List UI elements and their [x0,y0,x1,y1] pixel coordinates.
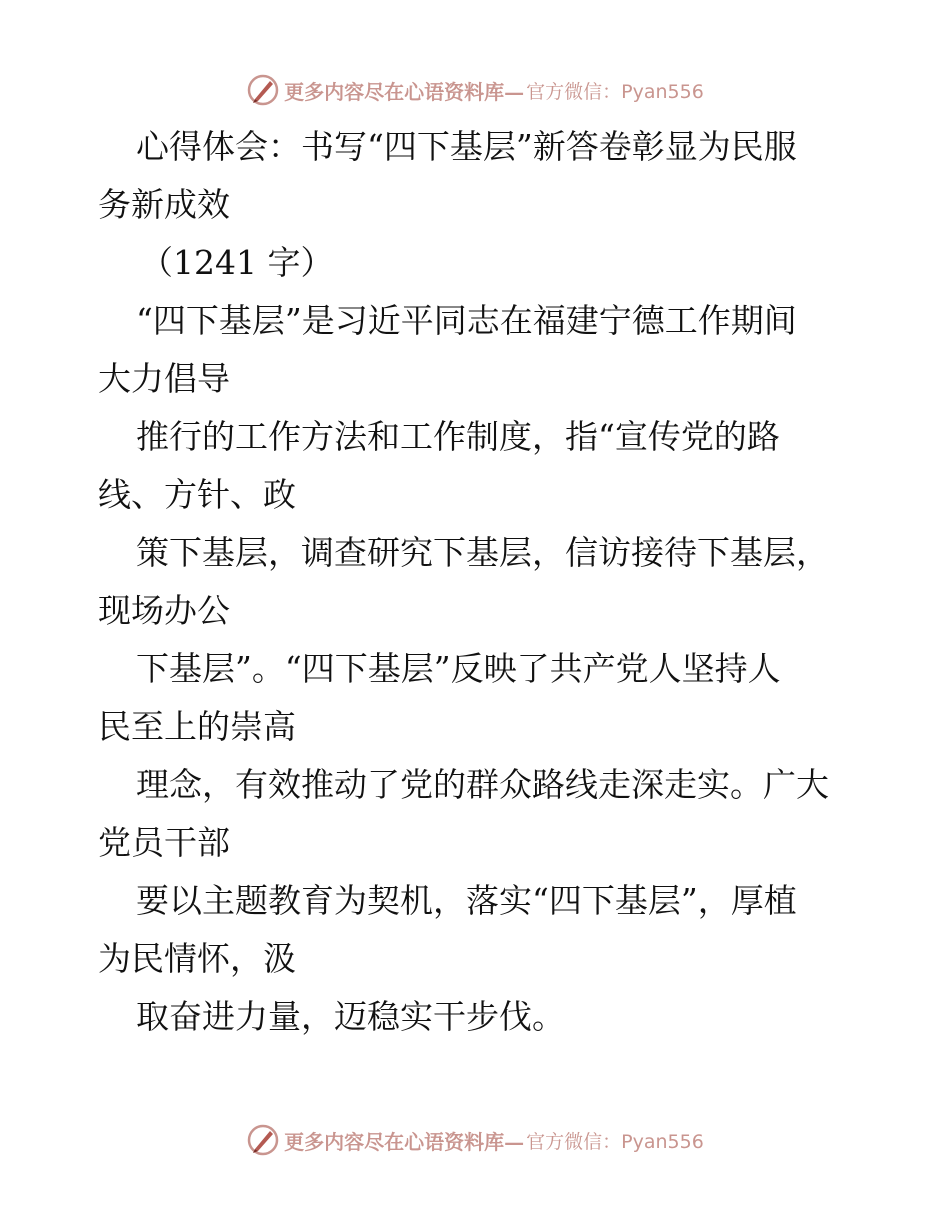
paragraph-line: 下基层”。“四下基层”反映了共产党人坚持人 [136,649,781,688]
title-line-2: 务新成效 [98,185,230,224]
watermark-slogan: 更多内容尽在心语资料库— [284,1129,525,1154]
footer-watermark [0,1120,950,1160]
paragraph-line: 为民情怀，汲 [98,939,296,978]
quill-pen-logo-icon [246,1123,280,1157]
paragraph-line: “四下基层”是习近平同志在福建宁德工作期间 [136,301,797,340]
paragraph-line: 策下基层，调查研究下基层，信访接待下基层， [136,533,829,572]
paragraph-line: 大力倡导 [98,359,230,398]
paragraph-line: 推行的工作方法和工作制度，指“宣传党的路 [136,417,780,456]
watermark-contact: 官方微信：Pyan556 [526,1130,704,1153]
paragraph-line: 要以主题教育为契机，落实“四下基层”，厚植 [136,881,797,920]
header-watermark [0,70,950,110]
watermark-slogan: 更多内容尽在心语资料库— [284,79,525,104]
word-count: （1241 字） [140,243,334,282]
title-line-1: 心得体会：书写“四下基层”新答卷彰显为民服 [136,127,797,166]
paragraph-line: 理念，有效推动了党的群众路线走深走实。广大 [136,765,829,804]
paragraph-line: 党员干部 [98,823,230,862]
watermark-contact: 官方微信：Pyan556 [526,80,704,103]
paragraph-line: 现场办公 [98,591,230,630]
paragraph-line: 线、方针、政 [98,475,296,514]
paragraph-line: 民至上的崇高 [98,707,296,746]
quill-pen-logo-icon [246,73,280,107]
paragraph-line: 取奋进力量，迈稳实干步伐。 [136,997,565,1036]
document-body [98,118,858,1046]
